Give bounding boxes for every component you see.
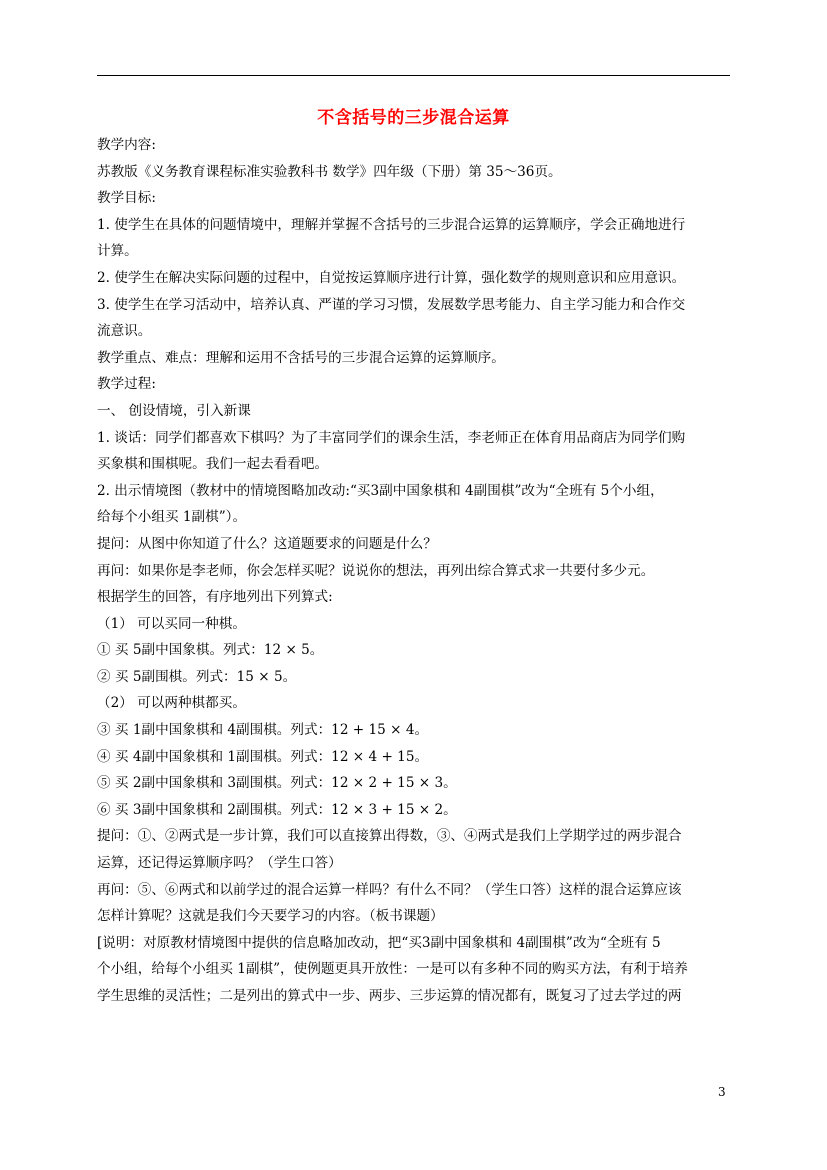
- body-line: 根据学生的回答，有序地列出下列算式:: [97, 589, 333, 606]
- body-line: （2） 可以两种棋都买。: [97, 695, 246, 712]
- body-line: 一、 创设情境，引入新课: [97, 402, 251, 419]
- body-line: 教学内容:: [97, 137, 156, 153]
- body-line: ② 买 5副围棋。列式：15 × 5。: [97, 668, 297, 685]
- body-line: ④ 买 4副中国象棋和 1副围棋。列式：12 × 4 + 15。: [97, 748, 429, 765]
- body-line: 买象棋和围棋呢。我们一起去看看吧。: [97, 456, 329, 473]
- body-line: ⑥ 买 3副中国象棋和 2副围棋。列式：12 × 3 + 15 × 2。: [97, 801, 457, 818]
- body-line: 流意识。: [97, 323, 152, 340]
- body-line: 教学目标:: [97, 190, 156, 207]
- body-line: 学生思维的灵活性；二是列出的算式中一步、两步、三步运算的情况都有，既复习了过去学过的两: [97, 988, 682, 1004]
- body-line: ③ 买 1副中国象棋和 4副围棋。列式：12 + 15 × 4。: [97, 722, 429, 739]
- body-line: 再问：⑤、⑥两式和以前学过的混合运算一样吗？有什么不同？（学生口答）这样的混合运算应该: [97, 881, 682, 898]
- body-line: [说明：对原教材情境图中提供的信息略加改动，把“买3副中国象棋和 4副围棋”改为“全班有 5: [97, 934, 661, 951]
- body-line: 教学重点、难点：理解和运用不含括号的三步混合运算的运算顺序。: [97, 349, 505, 366]
- document-title: 不含括号的三步混合运算: [317, 108, 510, 128]
- body-line: 苏教版《义务教育课程标准实验教科书 数学》四年级（下册）第 35～36页。: [97, 163, 562, 180]
- body-line: 提问：①、②两式是一步计算，我们可以直接算出得数，③、④两式是我们上学期学过的两步混合: [97, 828, 682, 845]
- body-line: 2. 出示情境图（教材中的情境图略加改动:“买3副中国象棋和 4副围棋”改为“全班有 5个小组，: [97, 482, 664, 499]
- page-number: 3: [718, 1085, 726, 1099]
- header-rule: [97, 75, 730, 76]
- body-line: 提问：从图中你知道了什么？这道题要求的问题是什么？: [97, 535, 437, 552]
- body-line: ⑤ 买 2副中国象棋和 3副围棋。列式：12 × 2 + 15 × 3。: [97, 775, 457, 792]
- body-line: ① 买 5副中国象棋。列式：12 × 5。: [97, 642, 324, 659]
- body-line: 运算，还记得运算顺序吗？（学生口答）: [97, 855, 342, 872]
- document-body: [97, 132, 733, 1010]
- body-line: 2. 使学生在解决实际问题的过程中，自觉按运算顺序进行计算，强化数学的规则意识和应用意识。: [97, 269, 686, 286]
- body-line: 1. 谈话：同学们都喜欢下棋吗？为了丰富同学们的课余生活，李老师正在体育用品商店为同学们购: [97, 429, 686, 446]
- body-line: 计算。: [97, 243, 138, 260]
- body-line: 再问：如果你是李老师，你会怎样买呢？说说你的想法，再列出综合算式求一共要付多少元。: [97, 562, 655, 579]
- body-line: 给每个小组买 1副棋”）。: [97, 509, 247, 526]
- body-line: 怎样计算呢？这就是我们今天要学习的内容。（板书课题）: [97, 908, 444, 925]
- body-line: 3. 使学生在学习活动中，培养认真、严谨的学习习惯，发展数学思考能力、自主学习能力和合作交: [97, 296, 686, 313]
- body-line: 个小组，给每个小组买 1副棋”，使例题更具开放性：一是可以有多种不同的购买方法，有利于培养: [97, 961, 688, 978]
- body-line: 教学过程:: [97, 376, 156, 393]
- body-line: 1. 使学生在具体的问题情境中，理解并掌握不含括号的三步混合运算的运算顺序，学会正确地进行: [97, 216, 686, 233]
- body-line: （1） 可以买同一种棋。: [97, 615, 246, 632]
